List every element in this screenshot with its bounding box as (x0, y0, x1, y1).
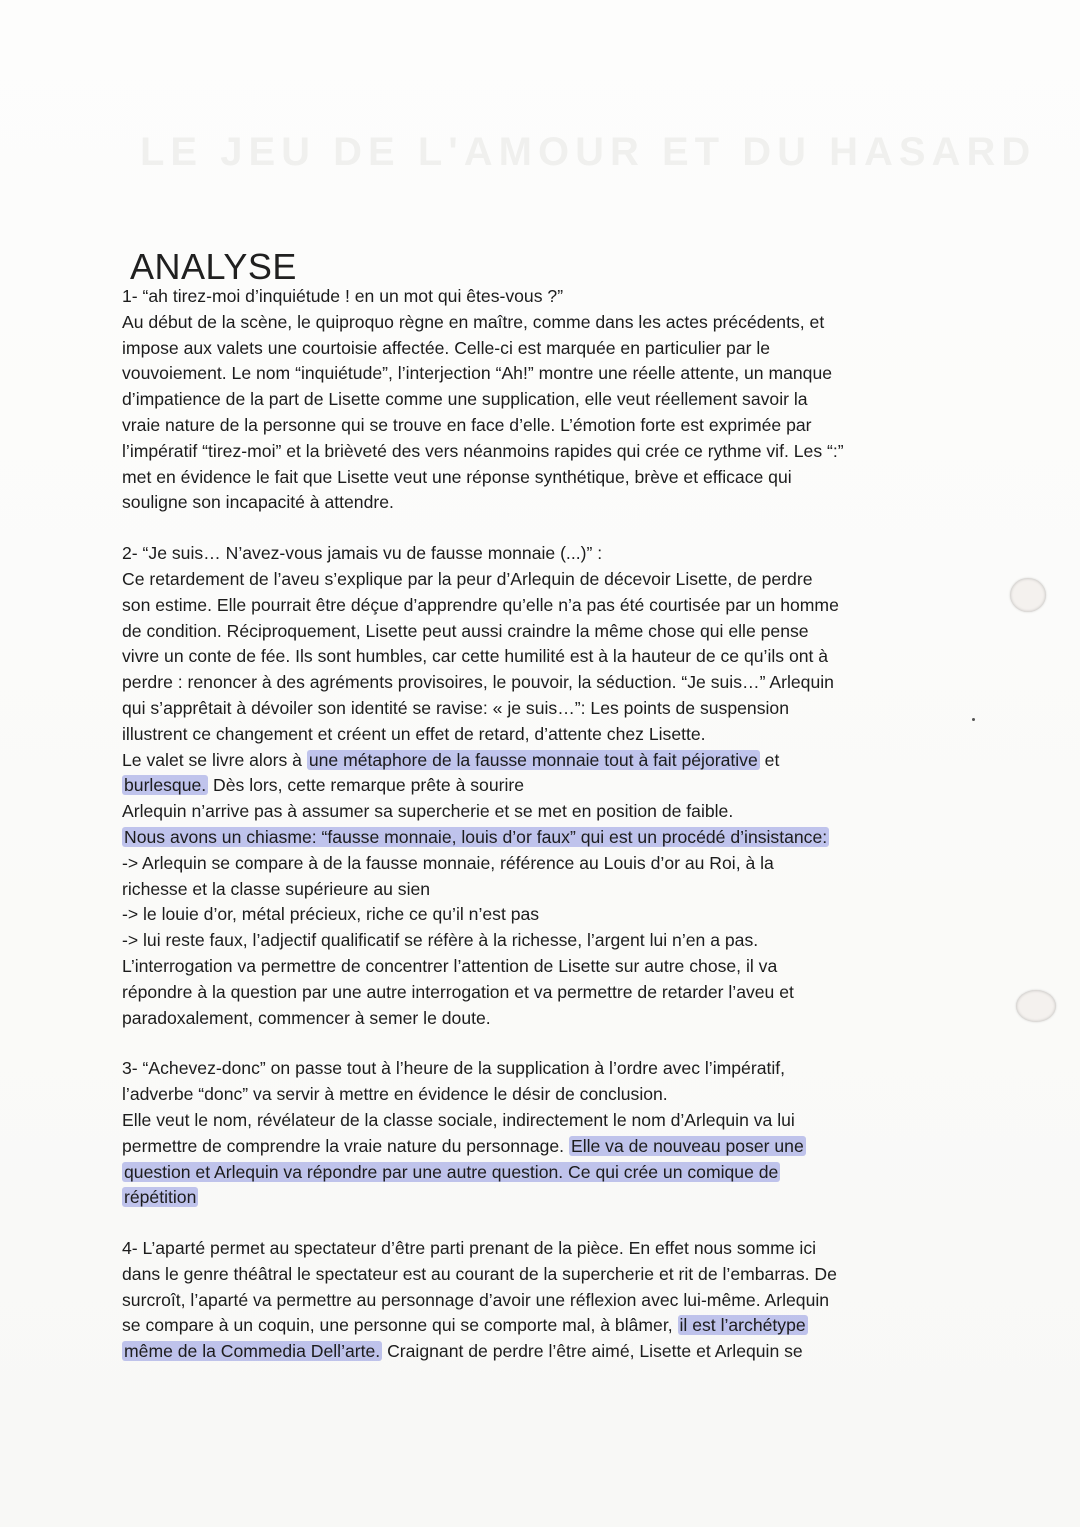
text-segment: qui s’apprêtait à dévoiler son identité se ravise: « je suis…”: Les points de suspension (122, 697, 789, 718)
text-line (122, 1288, 942, 1314)
text-line (122, 1006, 942, 1032)
text-segment: Au début de la scène, le quiproquo règne en maître, comme dans les actes précédents, et (122, 311, 825, 332)
text-line (122, 465, 942, 491)
text-segment: paradoxalement, commencer à semer le doute. (122, 1007, 491, 1028)
text-line (122, 361, 942, 387)
text-line (122, 619, 942, 645)
highlighted-text: répétition (124, 1187, 197, 1208)
highlighted-text: même de la Commedia Dell’arte. (124, 1341, 381, 1362)
paragraph-1 (122, 284, 942, 516)
text-segment: impose aux valets une courtoisie affectée. Celle-ci est marquée en particulier par le (122, 337, 771, 358)
text-line (122, 1082, 942, 1108)
text-line (122, 284, 942, 310)
text-line (122, 490, 942, 516)
highlighted-text: une métaphore de la fausse monnaie tout à fait péjorative (308, 749, 758, 770)
text-line (122, 1236, 942, 1262)
text-line (122, 928, 942, 954)
highlighted-text: il est l’archétype (679, 1315, 806, 1336)
paragraph-4 (122, 1236, 942, 1365)
text-line (122, 825, 942, 851)
text-line (122, 593, 942, 619)
text-line (122, 670, 942, 696)
text-segment: se compare à un coquin, une personne qui se comporte mal, à blâmer, (122, 1315, 678, 1336)
text-segment: Elle veut le nom, révélateur de la classe sociale, indirectement le nom d’Arlequin va lui (122, 1109, 795, 1130)
analysis-body (122, 284, 942, 1390)
text-segment: de condition. Réciproquement, Lisette peut aussi craindre la même chose qui elle pense (122, 620, 809, 641)
text-line (122, 1339, 942, 1365)
text-line (122, 336, 942, 362)
highlighted-text: burlesque. (124, 775, 207, 796)
text-line (122, 310, 942, 336)
text-line (122, 387, 942, 413)
text-line (122, 1313, 942, 1339)
text-segment: l’impératif “tirez-moi” et la brièveté des vers néanmoins rapides qui crée ce rythme vif. Les “:” (122, 440, 844, 461)
text-segment: Ce retardement de l’aveu s’explique par la peur d’Arlequin de décevoir Lisette, de perdre (122, 568, 813, 589)
text-line (122, 877, 942, 903)
text-segment: son estime. Elle pourrait être déçue d’apprendre qu’elle n’a pas été courtisée par un homme (122, 594, 839, 615)
highlighted-text: Elle va de nouveau poser une (570, 1135, 804, 1156)
text-line (122, 1160, 942, 1186)
text-segment: Craignant de perdre l’être aimé, Lisette et Arlequin se (382, 1341, 803, 1362)
text-segment: illustrent ce changement et créent un effet de retard, d’attente chez Lisette. (122, 723, 706, 744)
text-segment: Arlequin n’arrive pas à assumer sa supercherie et se met en position de faible. (122, 801, 734, 822)
text-segment: -> le louie d’or, métal précieux, riche ce qu’il n’est pas (122, 904, 540, 925)
text-segment: souligne son incapacité à attendre. (122, 492, 394, 513)
text-line (122, 439, 942, 465)
text-line (122, 980, 942, 1006)
text-segment: perdre : renoncer à des agréments provisoires, le pouvoir, la séduction. “Je suis…” Arlequin (122, 672, 834, 693)
text-line (122, 1056, 942, 1082)
ink-speck (972, 718, 975, 721)
text-line (122, 722, 942, 748)
text-segment: met en évidence le fait que Lisette veut une réponse synthétique, brève et efficace qui (122, 466, 792, 487)
text-segment: d’impatience de la part de Lisette comme une supplication, elle veut réellement savoir la (122, 389, 808, 410)
text-line (122, 954, 942, 980)
text-line (122, 773, 942, 799)
text-line (122, 748, 942, 774)
text-segment: répondre à la question par une autre interrogation et va permettre de retarder l’aveu et (122, 981, 794, 1002)
text-segment: L’interrogation va permettre de concentrer l’attention de Lisette sur autre chose, il va (122, 955, 778, 976)
text-line (122, 1134, 942, 1160)
text-line (122, 696, 942, 722)
text-segment: vraie nature de la personne qui se trouve en face d’elle. L’émotion forte est exprimée par (122, 414, 812, 435)
text-segment: 1- “ah tirez-moi d’inquiétude ! en un mot qui êtes-vous ?” (122, 286, 564, 306)
text-line (122, 413, 942, 439)
text-segment: dans le genre théâtral le spectateur est au courant de la supercherie et rit de l’embarras. De (122, 1263, 837, 1284)
text-segment: Dès lors, cette remarque prête à sourire (208, 775, 525, 796)
text-segment: 4- L’aparté permet au spectateur d’être parti prenant de la pièce. En effet nous somme ici (122, 1238, 817, 1259)
text-segment: 2- “Je suis… N’avez-vous jamais vu de fausse monnaie (...)” : (122, 543, 603, 564)
paragraph-3 (122, 1056, 942, 1211)
text-line (122, 1108, 942, 1134)
text-segment: permettre de comprendre la vraie nature du personnage. (122, 1135, 569, 1156)
text-line (122, 567, 942, 593)
text-line (122, 1185, 942, 1211)
text-segment: et (759, 749, 780, 770)
text-line (122, 902, 942, 928)
text-line (122, 851, 942, 877)
highlighted-text: Nous avons un chiasme: “fausse monnaie, louis d’or faux” qui est un procédé d’insistance: (124, 826, 828, 847)
bleed-through-heading: LE JEU DE L'AMOUR ET DU HASARD (140, 130, 1037, 174)
text-segment: richesse et la classe supérieure au sien (122, 878, 431, 899)
text-line (122, 541, 942, 567)
text-segment: 3- “Achevez-donc” on passe tout à l’heure de la supplication à l’ordre avec l’impératif, (122, 1058, 786, 1079)
text-segment: Le valet se livre alors à (122, 749, 307, 770)
page-title: ANALYSE (130, 246, 297, 288)
text-segment: l’adverbe “donc” va servir à mettre en évidence le désir de conclusion. (122, 1084, 668, 1105)
text-line (122, 644, 942, 670)
text-line (122, 799, 942, 825)
text-segment: vouvoiement. Le nom “inquiétude”, l’interjection “Ah!” montre une réelle attente, un manque (122, 363, 833, 384)
text-segment: vivre un conte de fée. Ils sont humbles, car cette humilité est à la hauteur de ce qu’ils ont à (122, 646, 829, 667)
highlighted-text: question et Arlequin va répondre par une autre question. Ce qui crée un comique de (124, 1161, 779, 1182)
text-line (122, 1262, 942, 1288)
text-segment: surcroît, l’aparté va permettre au personnage d’avoir une réflexion avec lui-même. Arlequin (122, 1289, 830, 1310)
text-segment: -> lui reste faux, l’adjectif qualificatif se réfère à la richesse, l’argent lui n’en a pas. (122, 930, 759, 951)
text-segment: -> Arlequin se compare à de la fausse monnaie, référence au Louis d’or au Roi, à la (122, 852, 774, 873)
punch-hole-bottom (1016, 990, 1056, 1022)
paragraph-2 (122, 541, 942, 1031)
punch-hole-top (1010, 578, 1046, 612)
